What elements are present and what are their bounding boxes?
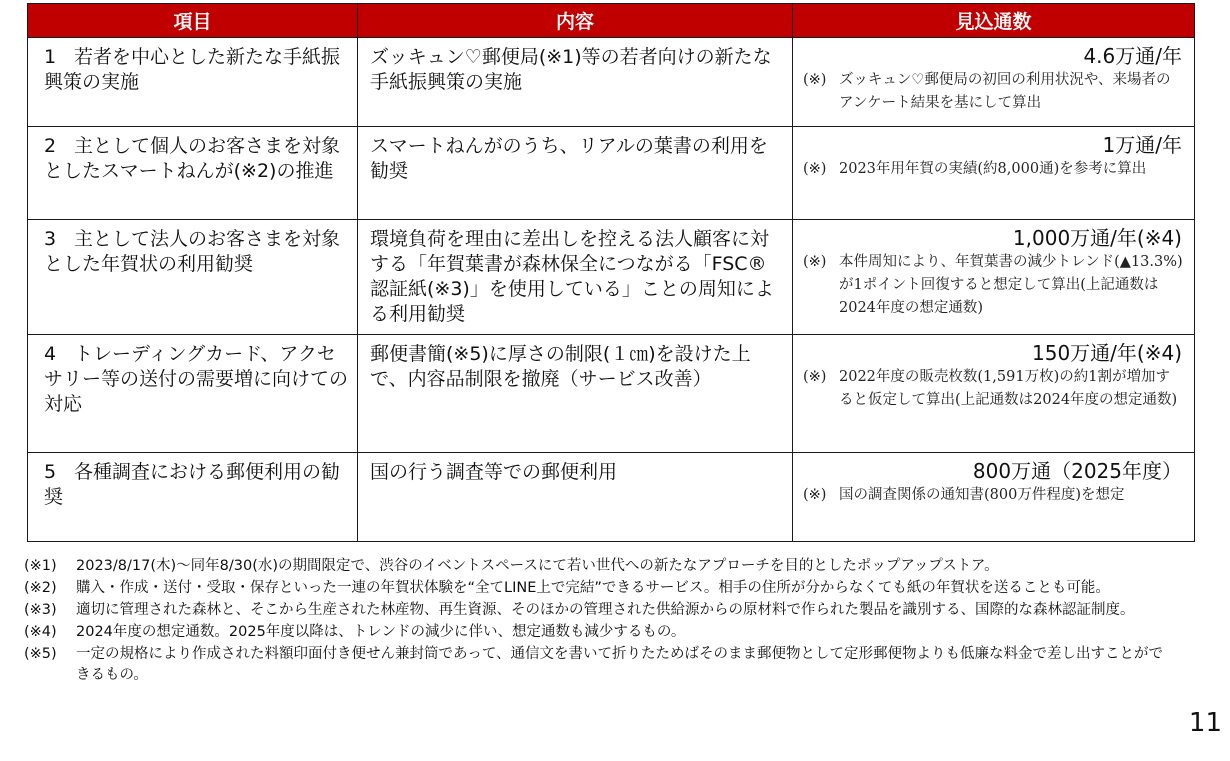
content-cell: スマートねんがのうち、リアルの葉書の利用を勧奨 (358, 127, 793, 220)
footnote-text: 2023/8/17(木)～同年8/30(水)の期間限定で、渋谷のイベントスペースにて若い世代への新たなアプローチを目的としたポップアップストア。 (76, 558, 999, 574)
footnote-4 (24, 622, 1174, 643)
header-item: 項目 (28, 4, 358, 38)
table-row (28, 127, 1195, 220)
table-row (28, 220, 1195, 335)
note-mark: (※) (803, 161, 827, 177)
footnote-mark: (※4) (24, 624, 57, 640)
item-number: 1 (44, 46, 57, 68)
estimate-cell (793, 335, 1195, 453)
content-cell: 郵便書簡(※5)に厚さの制限(１㎝)を設けた上で、内容品制限を撤廃（サービス改善） (358, 335, 793, 453)
estimate-value: 4.6万通/年 (1083, 44, 1182, 68)
item-cell (28, 38, 358, 127)
item-text: 各種調査における郵便利用の勧奨 (44, 461, 341, 508)
estimate-value: 150万通/年(※4) (1032, 341, 1182, 365)
item-cell (28, 335, 358, 453)
item-text: 若者を中心とした新たな手紙振興策の実施 (44, 46, 341, 93)
footnote-1 (24, 556, 1174, 577)
table-row (28, 38, 1195, 127)
table-row (28, 453, 1195, 542)
footnote-2 (24, 578, 1174, 599)
note-text: 国の調査関係の通知書(800万件程度)を想定 (839, 487, 1125, 503)
estimate-cell (793, 453, 1195, 542)
estimate-note (803, 366, 1184, 412)
item-cell (28, 127, 358, 220)
item-cell (28, 220, 358, 335)
header-content: 内容 (358, 4, 793, 38)
item-text: トレーディングカード、アクセサリー等の送付の需要増に向けての対応 (44, 343, 349, 415)
note-mark: (※) (803, 72, 827, 88)
item-number: 3 (44, 228, 57, 250)
estimate-value: 800万通（2025年度） (972, 459, 1182, 483)
estimate-note (803, 484, 1184, 507)
estimate-note (803, 251, 1184, 320)
note-text: 2023年用年賀の実績(約8,000通)を参考に算出 (839, 161, 1147, 177)
note-mark: (※) (803, 369, 827, 385)
estimate-cell (793, 127, 1195, 220)
item-number: 5 (44, 461, 57, 483)
footnote-mark: (※2) (24, 580, 57, 596)
estimate-note (803, 69, 1184, 115)
footnote-5 (24, 644, 1174, 686)
item-number: 4 (44, 343, 57, 365)
content-cell: 国の行う調査等での郵便利用 (358, 453, 793, 542)
note-mark: (※) (803, 254, 827, 270)
estimate-cell (793, 38, 1195, 127)
note-text: 2022年度の販売枚数(1,591万枚)の約1割が増加すると仮定して算出(上記通数は2024年度の想定通数) (839, 369, 1178, 408)
estimate-note (803, 158, 1184, 181)
item-text: 主として法人のお客さまを対象とした年賀状の利用勧奨 (44, 228, 341, 275)
measures-table (27, 3, 1195, 542)
footnote-text: 適切に管理された森林と、そこから生産された林産物、再生資源、そのほかの管理された供給源からの原材料で作られた製品を識別する、国際的な森林認証制度。 (76, 602, 1135, 618)
estimate-cell (793, 220, 1195, 335)
footnote-mark: (※1) (24, 558, 57, 574)
content-cell: 環境負荷を理由に差出しを控える法人顧客に対する「年賀葉書が森林保全につながる「FSC®認証紙(※3)」を使用している」ことの周知による利用勧奨 (358, 220, 793, 335)
item-cell (28, 453, 358, 542)
content-cell: ズッキュン♡郵便局(※1)等の若者向けの新たな手紙振興策の実施 (358, 38, 793, 127)
footnote-text: 一定の規格により作成された料額印面付き便せん兼封筒であって、通信文を書いて折りたためばそのまま郵便物として定形郵便物よりも低廉な料金で差し出すことができるもの。 (76, 646, 1164, 683)
footnote-mark: (※5) (24, 646, 57, 662)
footnote-3 (24, 600, 1174, 621)
estimate-value: 1万通/年 (1102, 133, 1182, 157)
table-header-row (28, 4, 1195, 38)
header-estimate: 見込通数 (793, 4, 1195, 38)
item-number: 2 (44, 135, 57, 157)
footnote-text: 購入・作成・送付・受取・保存といった一連の年賀状体験を“全てLINE上で完結”できるサービス。相手の住所が分からなくても紙の年賀状を送ることも可能。 (76, 580, 1110, 596)
page-number: 11 (1188, 708, 1222, 738)
footnotes (24, 556, 1174, 687)
footnote-text: 2024年度の想定通数。2025年度以降は、トレンドの減少に伴い、想定通数も減少するもの。 (76, 624, 686, 640)
note-text: 本件周知により、年賀葉書の減少トレンド(▲13.3%)が1ポイント回復すると想定して算出(上記通数は2024年度の想定通数) (839, 254, 1183, 316)
note-mark: (※) (803, 487, 827, 503)
footnote-mark: (※3) (24, 602, 57, 618)
table-row (28, 335, 1195, 453)
item-text: 主として個人のお客さまを対象としたスマートねんが(※2)の推進 (44, 135, 341, 182)
note-text: ズッキュン♡郵便局の初回の利用状況や、来場者のアンケート結果を基にして算出 (839, 72, 1171, 111)
estimate-value: 1,000万通/年(※4) (1012, 226, 1182, 250)
